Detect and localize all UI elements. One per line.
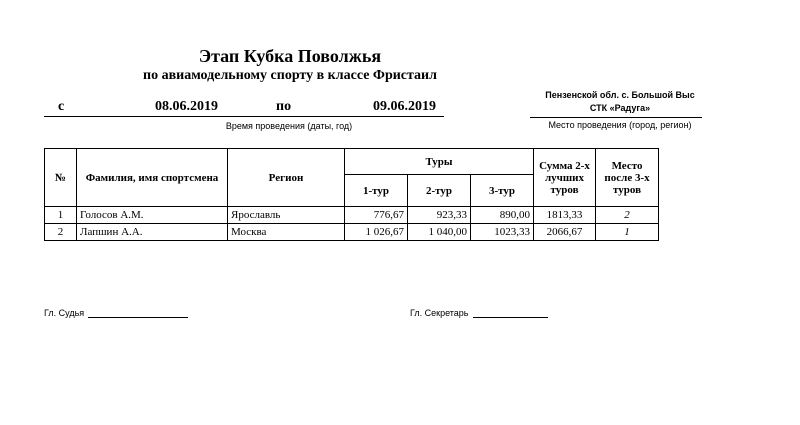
header-round-2: 2-тур <box>408 175 471 207</box>
secretary-signature <box>410 307 548 318</box>
row-round-1: 776,67 <box>345 207 408 224</box>
judge-signature-line <box>88 307 188 318</box>
row-name: Лапшин А.А. <box>77 224 228 241</box>
date-from-value: 08.06.2019 <box>155 99 218 114</box>
date-to-label: по <box>276 99 292 114</box>
secretary-signature-line <box>473 307 548 318</box>
document-title: Этап Кубка Поволжья <box>198 46 382 66</box>
header-place: Место после 3-х туров <box>596 149 659 207</box>
row-region: Ярославль <box>228 207 345 224</box>
row-sum: 2066,67 <box>534 224 596 241</box>
table-row <box>45 224 659 241</box>
header-name: Фамилия, имя спортсмена <box>77 149 228 207</box>
header-round-3: 3-тур <box>471 175 534 207</box>
row-round-2: 923,33 <box>408 207 471 224</box>
table-row <box>45 207 659 224</box>
document-subtitle: по авиамодельному спорту в классе Фристаил <box>143 68 437 83</box>
header-region: Регион <box>228 149 345 207</box>
venue-line-1: Пензенской обл. с. Большой Выс <box>545 90 695 100</box>
header-round-1: 1-тур <box>345 175 408 207</box>
row-sum: 1813,33 <box>534 207 596 224</box>
header-row-1 <box>45 149 659 175</box>
dates-caption: Время проведения (даты, год) <box>225 121 353 131</box>
dates-underline <box>44 116 444 117</box>
judge-signature <box>44 307 188 318</box>
header-sum: Сумма 2-х лучших туров <box>534 149 596 207</box>
results-table <box>44 148 659 241</box>
venue-line-2: СТК «Радуга» <box>589 103 651 113</box>
venue-underline <box>530 117 702 118</box>
venue-caption: Место проведения (город, регион) <box>548 120 692 130</box>
row-num: 2 <box>45 224 77 241</box>
row-place: 2 <box>596 207 659 224</box>
date-to-value: 09.06.2019 <box>373 99 436 114</box>
row-round-3: 890,00 <box>471 207 534 224</box>
row-round-2: 1 040,00 <box>408 224 471 241</box>
row-round-1: 1 026,67 <box>345 224 408 241</box>
header-num: № <box>45 149 77 207</box>
row-round-3: 1023,33 <box>471 224 534 241</box>
row-region: Москва <box>228 224 345 241</box>
header-rounds: Туры <box>345 149 534 175</box>
row-name: Голосов А.М. <box>77 207 228 224</box>
row-place: 1 <box>596 224 659 241</box>
row-num: 1 <box>45 207 77 224</box>
secretary-label: Гл. Секретарь <box>410 308 469 318</box>
judge-label: Гл. Судья <box>44 308 85 318</box>
date-from-label: с <box>58 99 65 114</box>
